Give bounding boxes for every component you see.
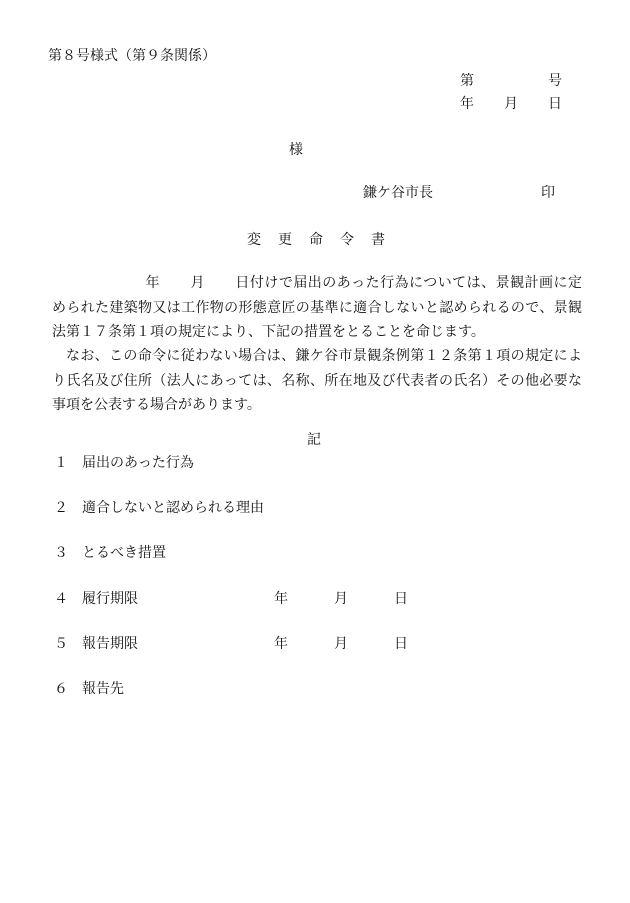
para1-month: 月 [189,275,205,291]
body-paragraph-2: なお、この命令に従わない場合は、鎌ケ谷市景観条例第１２条第１項の規定により氏名及び住所（法人にあっては、名称、所在地及び代表者の氏名）その他必要な事項を公表する場合があります。 [52,348,582,413]
item5-day: 日 [394,636,408,652]
item4-year: 年 [274,591,288,607]
item-number: ６ [54,681,68,697]
para1-year: 年 [145,275,160,291]
item-number: １ [54,455,68,471]
number-prefix: 第 [460,73,474,89]
number-suffix: 号 [548,73,562,89]
form-label: 第８号様式（第９条関係） [48,48,216,64]
para1-text-rest: 定められた建築物又は工作物の形態意匠の基準に適合しないと認められるので、景観法第１７条第１項の規定により、下記の措置をとることを命じます。 [52,275,583,340]
date-month: 月 [504,96,518,112]
list-item [54,498,264,518]
item-label: 報告期限 [82,636,138,652]
addressee-suffix: 様 [289,142,303,158]
item-label: 履行期限 [82,591,138,607]
list-item [54,679,124,699]
item5-year: 年 [274,636,288,652]
item5-month: 月 [334,636,348,652]
item-label: 報告先 [82,681,124,697]
item4-month: 月 [334,591,348,607]
list-item [54,634,138,654]
body-paragraph-1 [52,271,582,345]
ki-heading: 記 [307,432,321,448]
item-label: とるべき措置 [82,545,166,561]
seal-mark: 印 [541,185,555,201]
document-title: 変更命令書 [247,232,402,248]
list-item [54,589,138,609]
item-label: 適合しないと認められる理由 [82,500,264,516]
item-number: ５ [54,636,68,652]
date-year: 年 [460,96,474,112]
item-number: ２ [54,500,68,516]
date-day: 日 [548,96,562,112]
list-item [54,453,194,473]
item-number: ４ [54,591,68,607]
item4-day: 日 [394,591,408,607]
item-number: ３ [54,545,68,561]
list-item [54,543,166,563]
para1-text-first: 日付けで届出のあった行為については、景観計画に [234,275,569,291]
item-label: 届出のあった行為 [82,455,194,471]
issuer-name: 鎌ケ谷市長 [363,185,433,201]
